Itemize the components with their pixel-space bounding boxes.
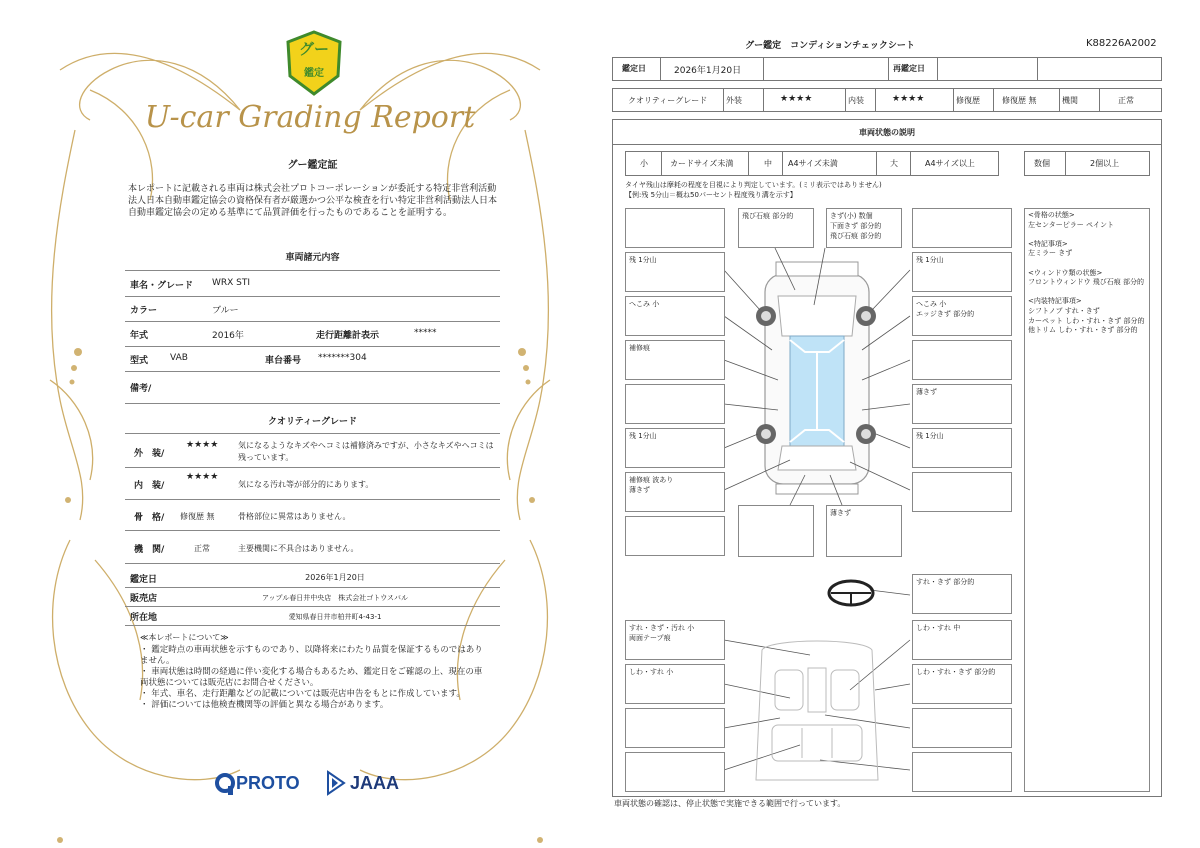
quality-grade-label: クオリティーグレード — [628, 96, 708, 105]
shop-value: アップル春日井中央店 株式会社ゴトウスバル — [261, 594, 409, 602]
mileage-label: 走行距離計表示 — [316, 331, 380, 341]
ext-value: ★★★★ — [780, 94, 813, 104]
grade-int-rating: ★★★★ — [186, 472, 219, 482]
note-box: 補修痕 — [625, 340, 725, 380]
check-date-value: 2026年1月20日 — [674, 66, 742, 76]
jaaa-logo-text: JAAA — [350, 773, 400, 793]
cert-title: グー鑑定証 — [287, 160, 338, 171]
grade-ext-rating: ★★★★ — [186, 440, 219, 450]
note-box: 残 1分山 — [625, 252, 725, 292]
note-item: ・ 鑑定時点の車両状態を示すものであり、以降将来にわたり品質を保証するものではありません。 — [140, 645, 483, 666]
mileage-value: ***** — [414, 328, 437, 338]
remarks-label: 備考/ — [130, 384, 152, 394]
note-box: へこみ 小 — [625, 296, 725, 336]
note-box: すれ・きず・汚れ 小 両面テープ痕 — [625, 620, 725, 660]
model-value: VAB — [170, 353, 188, 363]
grade-ext-label: 外 装/ — [134, 449, 165, 459]
addr-label: 所在地 — [130, 613, 158, 623]
intro-text: 本レポートに記載される車両は株式会社プロトコーポレーションが委託する特定非営利活動法人日本自動車鑑定協会の資格保有者が厳選かつ公平な検査を行い特定非営利活動法人日本自動車鑑定協会の定める基準にて品質評価を行ったものであることを証明する。 — [128, 184, 498, 218]
repair-label: 修復歴 — [956, 96, 980, 105]
color-value: ブルー — [212, 306, 239, 316]
engine-value: 正常 — [1118, 96, 1134, 105]
int-label: 内装 — [848, 96, 864, 105]
grade-frame-label: 骨 格/ — [134, 513, 165, 523]
note-item: ・ 年式、車名、走行距離などの記載については販売店申告をもとに作成しています。 — [140, 689, 465, 699]
chassis-label: 車台番号 — [265, 356, 302, 366]
tire-note: タイヤ残山は摩耗の程度を目視により判定しています。(ミリ表示ではありません) 【例:残 5分山＝概ね50パーセント程度残り溝を示す】 — [625, 181, 882, 199]
grade-engine-text: 主要機関に不具合はありません。 — [238, 544, 359, 553]
note-box: 残 1分山 — [912, 428, 1012, 468]
proto-logo-icon — [214, 772, 236, 796]
note-box: 残 1分山 — [912, 252, 1012, 292]
footer-note: 車両状態の確認は、停止状態で実施できる範囲で行っています。 — [614, 799, 846, 808]
year-value: 2016年 — [212, 331, 244, 341]
note-item: ・ 評価については他検査機関等の評価と異なる場合があります。 — [140, 700, 389, 710]
note-box — [625, 516, 725, 556]
section-title: 車両状態の説明 — [859, 128, 915, 137]
script-title: U-car Grading Report — [144, 100, 476, 135]
repair-value: 修復歴 無 — [1002, 96, 1037, 105]
chassis-value: *******304 — [318, 353, 367, 363]
size-small: 小 — [640, 159, 648, 168]
ext-label: 外装 — [726, 96, 742, 105]
grade-frame-rating: 修復歴 無 — [180, 512, 215, 521]
model-label: 型式 — [130, 356, 149, 366]
color-label: カラー — [130, 306, 158, 316]
note-box: 飛び石痕 部分的 — [738, 208, 814, 248]
notes-list — [140, 645, 490, 711]
note-box — [912, 752, 1012, 792]
note-box: すれ・きず 部分的 — [912, 574, 1012, 614]
check-date-label: 鑑定日 — [622, 64, 646, 73]
note-box: 補修痕 波あり 薄きず — [625, 472, 725, 512]
note-box: 薄きず — [826, 505, 902, 557]
note-box — [738, 505, 814, 557]
grade-engine-rating: 正常 — [194, 544, 210, 553]
car-name-label: 車名・グレード — [130, 281, 194, 291]
side-notes: <骨格の状態> 左センターピラー ペイント <特記事項> 左ミラー きず <ウィンドウ類の状態> フロントウィンドウ 飛び石痕 部分的 <内装特記事項> シフトノブ すれ・きず カーペット しわ・すれ・きず 部分的 他トリム しわ・すれ・きず 部分的 — [1024, 208, 1150, 792]
note-box — [625, 384, 725, 424]
engine-label: 機関 — [1062, 96, 1078, 105]
note-box — [625, 752, 725, 792]
note-box — [912, 472, 1012, 512]
int-value: ★★★★ — [892, 94, 925, 104]
recheck-date-label: 再鑑定日 — [893, 64, 925, 73]
note-box — [625, 208, 725, 248]
addr-value: 愛知県春日井市柏井町4-43-1 — [288, 613, 382, 621]
count-value: 2個以上 — [1090, 159, 1120, 168]
date-value: 2026年1月20日 — [305, 573, 365, 582]
grade-int-label: 内 装/ — [134, 481, 165, 491]
note-box: 残 1分山 — [625, 428, 725, 468]
year-label: 年式 — [130, 331, 149, 341]
note-box — [912, 340, 1012, 380]
doc-id: K88226A2002 — [1086, 38, 1157, 49]
size-medium-desc: A4サイズ未満 — [788, 159, 838, 168]
size-large-desc: A4サイズ以上 — [925, 159, 975, 168]
car-name-value: WRX STI — [212, 278, 251, 288]
note-item: ・ 車両状態は時間の経過に伴い変化する場合もあるため、鑑定日をご確認の上、現在の車両状態については販売店にお問合せください。 — [140, 667, 483, 688]
note-box: 薄きず — [912, 384, 1012, 424]
jaaa-logo-icon — [326, 770, 346, 796]
grade-engine-label: 機 関/ — [134, 545, 165, 555]
grade-int-text: 気になる汚れ等が部分的にあります。 — [238, 480, 374, 489]
note-box — [625, 708, 725, 748]
badge-bottom-text: 鑑定 — [304, 68, 324, 79]
spec-title: 車両諸元内容 — [285, 253, 340, 263]
badge-top-text: グー — [298, 40, 329, 58]
note-box: きず(小) 数個 下面きず 部分的 飛び石痕 部分的 — [826, 208, 902, 248]
grade-title: クオリティーグレード — [267, 417, 358, 427]
note-box: しわ・すれ・きず 部分的 — [912, 664, 1012, 704]
note-box — [912, 708, 1012, 748]
sheet-title: グー鑑定 コンディションチェックシート — [745, 41, 915, 51]
date-label: 鑑定日 — [130, 575, 158, 585]
shop-label: 販売店 — [130, 594, 158, 604]
grade-frame-text: 骨格部位に異常はありません。 — [238, 512, 351, 521]
note-box: しわ・すれ 中 — [912, 620, 1012, 660]
condition-check-sheet — [600, 0, 1200, 848]
size-medium: 中 — [764, 159, 772, 168]
note-box — [912, 208, 1012, 248]
size-small-desc: カードサイズ未満 — [670, 159, 734, 168]
note-box: へこみ 小 エッジきず 部分的 — [912, 296, 1012, 336]
grade-ext-text: 気になるようなキズやヘコミは補修済みですが、小さなキズやヘコミは残っています。 — [238, 441, 494, 462]
size-large: 大 — [890, 159, 898, 168]
notes-title: ≪本レポートについて≫ — [140, 633, 229, 642]
count-label: 数個 — [1034, 159, 1050, 168]
proto-logo-text: PROTO — [236, 773, 300, 793]
note-box: しわ・すれ 小 — [625, 664, 725, 704]
